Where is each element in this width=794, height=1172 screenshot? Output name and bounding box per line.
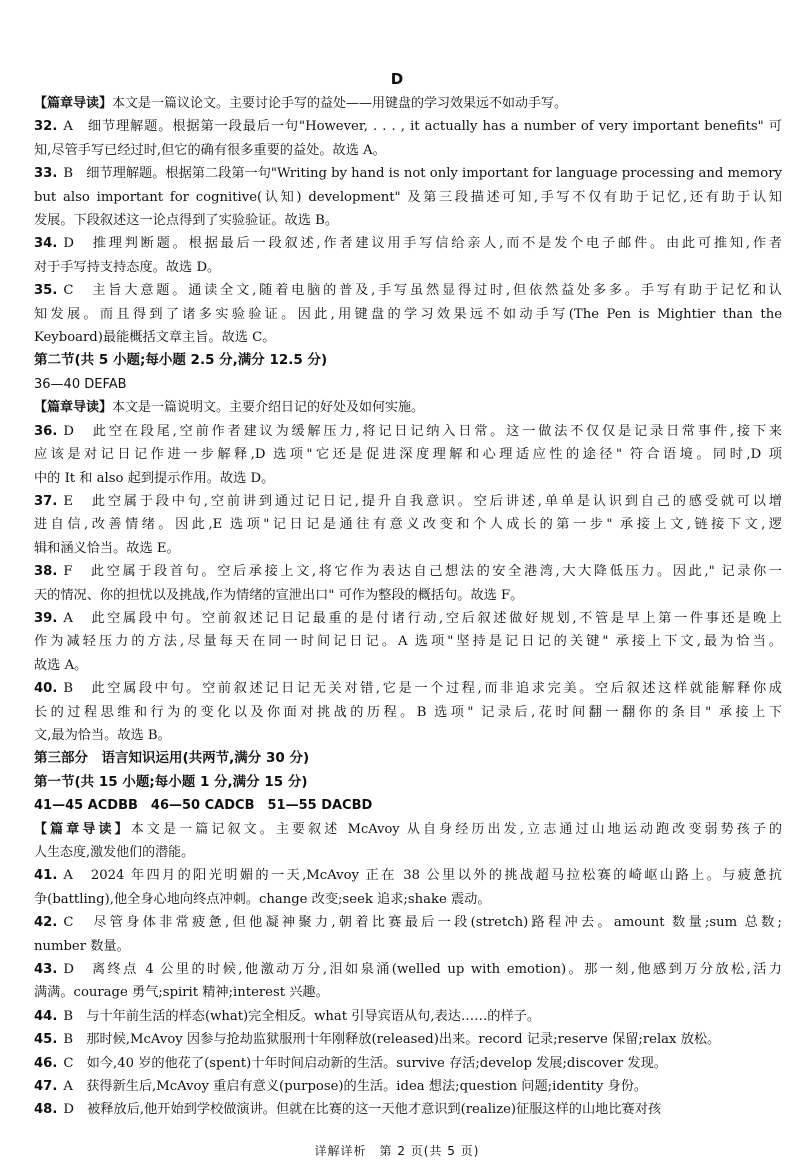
answer-group: 41—45 ACDBB xyxy=(34,798,138,814)
content xyxy=(34,92,782,1122)
answer-group: 46—50 CADCB xyxy=(150,798,255,814)
question-number: 39. xyxy=(34,610,58,626)
answer-explanation-line: 长的过程思维和行为的变化以及你面对挑战的历程。B 选项" 记录后,花时间翻一翻你的条目" 承接上下 xyxy=(34,704,782,720)
answer-group: 51—55 DACBD xyxy=(267,798,373,814)
intro-tag: 【篇章导读】 xyxy=(34,96,113,111)
answer-explanation-line: Keyboard)最能概括文章主旨。故选 C。 xyxy=(34,330,276,346)
answer-explanation-line: 应该是对记日记作进一步解释,D 选项"它还是促进深度理解和心理适应性的途径" 符合语境。同时,D 项 xyxy=(34,447,782,463)
question-number: 43. xyxy=(34,962,58,978)
answer-explanation-line: 知,尽管手写已经过时,但它的确有很多重要的益处。故选 A。 xyxy=(34,142,386,158)
answer-explanation-line: 34. D 推理判断题。根据最后一段叙述,作者建议用手写信给亲人,而不是发个电子邮件。由此可推知,作者 xyxy=(34,236,782,252)
answer-explanation-line: but also important for cognitive(认知) development" 及第三段描述可知,手写不仅有助于记忆,还有助于认知 xyxy=(34,189,782,205)
answer-explanation-line: 中的 It 和 also 起到提示作用。故选 D。 xyxy=(34,470,275,486)
answer-explanation-line: 对于手写持支持态度。故选 D。 xyxy=(34,259,221,275)
question-number: 35. xyxy=(34,283,58,299)
answer-key: 36—40 DEFAB xyxy=(34,376,127,392)
question-number: 36. xyxy=(34,423,58,439)
answer-explanation-line: 40. B 此空属段中句。空前叙述记日记无关对错,它是一个过程,而非追求完美。空后叙述这样就能解释你成 xyxy=(34,681,782,697)
question-number: 46. xyxy=(34,1055,58,1071)
question-number: 42. xyxy=(34,915,58,931)
answer-explanation-line: 45. B 那时候,McAvoy 因参与抢劫监狱服刑十年刚释放(released)出来。record 记录;reserve 保留;relax 放松。 xyxy=(34,1032,721,1048)
answer-explanation-line: 争(battling),他全身心地向终点冲刺。change 改变;seek 追求;shake 震动。 xyxy=(34,891,491,907)
answer-explanation-line: number 数量。 xyxy=(34,938,130,954)
question-number: 32. xyxy=(34,119,58,135)
answer-explanation-line: 进自信,改善情绪。因此,E 选项"记日记是通往有意义改变和个人成长的第一步" 承接上文,链接下文,逻 xyxy=(34,517,782,533)
section-heading: 第一节(共 15 小题;每小题 1 分,满分 15 分) xyxy=(34,773,308,790)
article-intro: 【篇章导读】本文是一篇议论文。主要讨论手写的益处——用键盘的学习效果远不如动手写。 xyxy=(34,96,568,111)
answer-explanation-line: 42. C 尽管身体非常疲惫,但他凝神聚力,朝着比赛最后一段(stretch)路程冲去。amount 数量;sum 总数; xyxy=(34,915,782,931)
question-number: 40. xyxy=(34,681,58,697)
question-number: 45. xyxy=(34,1032,58,1048)
answer-explanation-line: 48. D 被释放后,他开始到学校做演讲。但就在比赛的这一天他才意识到(realize)征服这样的山地比赛对孩 xyxy=(34,1102,662,1118)
answer-explanation-line: 辑和涵义恰当。故选 E。 xyxy=(34,540,180,556)
answer-explanation-line: 32. A 细节理解题。根据第一段最后一句"However, . . . , it actually has a number of very important benefits" 可 xyxy=(34,119,782,135)
answer-explanation-line: 33. B 细节理解题。根据第二段第一句"Writing by hand is not only important for language processing and memory xyxy=(34,166,782,182)
question-number: 47. xyxy=(34,1079,58,1095)
answer-explanation-line: 知发展。而且得到了诸多实验验证。因此,用键盘的学习效果远不如动手写(The Pen is Mightier than the xyxy=(34,306,782,322)
section-heading: 第二节(共 5 小题;每小题 2.5 分,满分 12.5 分) xyxy=(34,352,328,369)
answer-explanation-line: 37. E 此空属于段中句,空前讲到通过记日记,提升自我意识。空后讲述,单单是认识到自己的感受就可以增 xyxy=(34,493,782,509)
article-intro: 【篇章导读】本文是一篇说明文。主要介绍日记的好处及如何实施。 xyxy=(34,400,425,416)
answer-explanation-line: 天的情况、你的担忧以及挑战,作为情绪的宣泄出口" 可作为整段的概括句。故选 F。 xyxy=(34,587,524,603)
intro-tag: 【篇章导读】 xyxy=(34,821,131,837)
part-heading: 第三部分 语言知识运用(共两节,满分 30 分) xyxy=(34,750,310,767)
answer-explanation-line: 35. C 主旨大意题。通读全文,随着电脑的普及,手写虽然显得过时,但依然益处多多。手写有助于记忆和认 xyxy=(34,283,782,299)
answer-key xyxy=(34,794,782,817)
article-intro: 【篇章导读】本文是一篇记叙文。主要叙述 McAvoy 从自身经历出发,立志通过山地运动跑改变弱势孩子的 xyxy=(34,821,782,837)
answer-explanation-line: 47. A 获得新生后,McAvoy 重启有意义(purpose)的生活。idea 想法;question 问题;identity 身份。 xyxy=(34,1079,648,1095)
answer-explanation-line: 作为减轻压力的方法,尽量每天在同一时间记日记。A 选项"坚持是记日记的关键" 承接上下文,最为恰当。 xyxy=(34,634,782,650)
question-number: 44. xyxy=(34,1008,58,1024)
answer-explanation-line: 满满。courage 勇气;spirit 精神;interest 兴趣。 xyxy=(34,985,329,1001)
question-number: 41. xyxy=(34,868,58,884)
question-number: 34. xyxy=(34,236,58,252)
section-letter: D xyxy=(390,70,404,88)
question-number: 48. xyxy=(34,1102,58,1118)
answer-explanation-line: 故选 A。 xyxy=(34,657,88,673)
answer-explanation-line: 39. A 此空属段中句。空前叙述记日记最重的是付诸行动,空后叙述做好规划,不管是早上第一件事还是晚上 xyxy=(34,610,782,626)
answer-explanation-line: 44. B 与十年前生活的样态(what)完全相反。what 引导宾语从句,表达……的样子。 xyxy=(34,1008,541,1024)
answer-explanation-line: 文,最为恰当。故选 B。 xyxy=(34,727,171,743)
answer-explanation-line: 41. A 2024 年四月的阳光明媚的一天,McAvoy 正在 38 公里以外的挑战超马拉松赛的崎岖山路上。与疲惫抗 xyxy=(34,868,782,884)
answer-explanation-line: 38. F 此空属于段首句。空后承接上文,将它作为表达自己想法的安全港湾,大大降低压力。因此," 记录你一 xyxy=(34,564,782,580)
answer-explanation-line: 46. C 如今,40 岁的他花了(spent)十年时间启动新的生活。survive 存活;develop 发展;discover 发现。 xyxy=(34,1055,667,1071)
question-number: 33. xyxy=(34,166,58,182)
answer-explanation-line: 43. D 离终点 4 公里的时候,他激动万分,泪如泉涌(welled up with emotion)。那一刻,他感到万分放松,活力 xyxy=(34,962,782,978)
answer-explanation-line: 36. D 此空在段尾,空前作者建议为缓解压力,将记日记纳入日常。这一做法不仅仅是记录日常事件,接下来 xyxy=(34,423,782,439)
article-intro: 人生态度,激发他们的潜能。 xyxy=(34,845,195,860)
page-footer: 详解详析 第 2 页(共 5 页) xyxy=(314,1144,480,1158)
answer-explanation-line: 发展。下段叙述这一论点得到了实验验证。故选 B。 xyxy=(34,213,339,229)
intro-tag: 【篇章导读】 xyxy=(34,400,113,416)
question-number: 38. xyxy=(34,564,58,580)
question-number: 37. xyxy=(34,493,58,509)
